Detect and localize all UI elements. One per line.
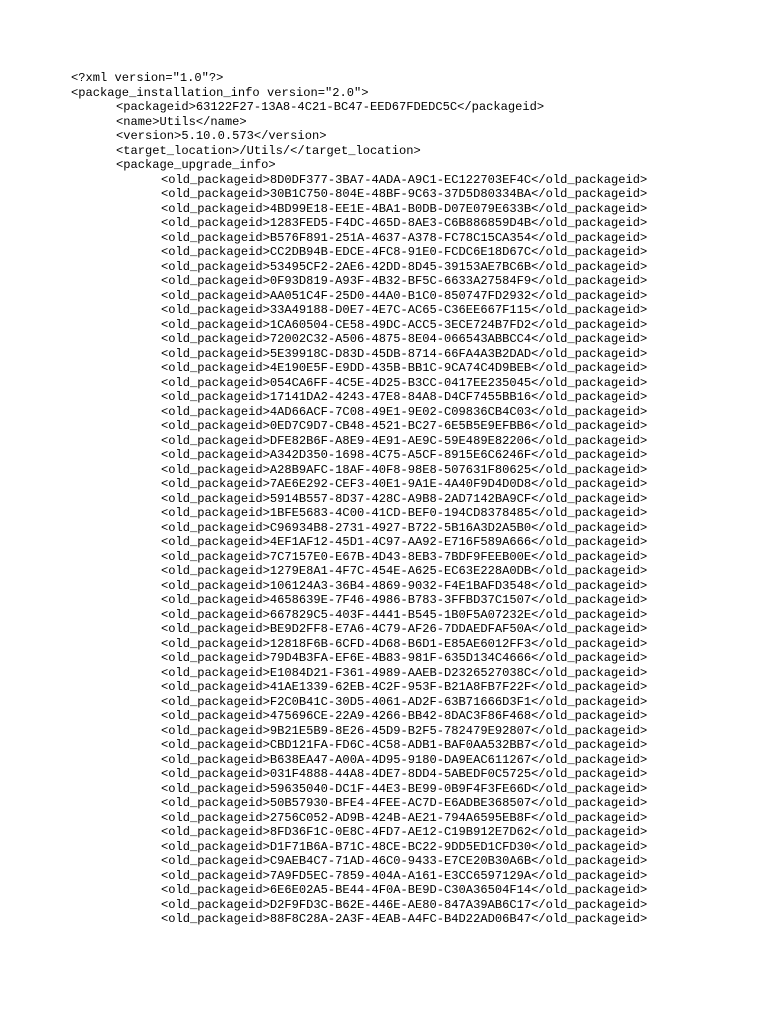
old-packageid-line: <old_packageid>53495CF2-2AE6-42DD-8D45-39153AE7BC6B</old_packageid>: [161, 259, 648, 274]
packageid-line: <packageid>63122F27-13A8-4C21-BC47-EED67FDEDC5C</packageid>: [116, 100, 545, 114]
xml-document: [71, 71, 768, 1024]
old-packageid-line: <old_packageid>C96934B8-2731-4927-B722-5B16A3D2A5B0</old_packageid>: [161, 520, 648, 535]
old-packageid-line: <old_packageid>4E190E5F-E9DD-435B-BB1C-9CA74C4D9BEB</old_packageid>: [161, 361, 648, 375]
old-packageid-line: <old_packageid>33A49188-D0E7-4E7C-AC65-C36EE667F115</old_packageid>: [161, 303, 648, 317]
old-packageid-line: <old_packageid>031F4888-44A8-4DE7-8DD4-5ABEDF0C5725</old_packageid>: [161, 767, 648, 781]
old-packageid-line: <old_packageid>5E39918C-D83D-45DB-8714-66FA4A3B2DAD</old_packageid>: [161, 346, 648, 361]
old-packageid-line: <old_packageid>667829C5-403F-4441-B545-1B0F5A07232E</old_packageid>: [161, 607, 648, 622]
old-packageid-line: <old_packageid>475696CE-22A9-4266-BB42-8DAC3F86F468</old_packageid>: [161, 709, 648, 723]
old-packageid-line: <old_packageid>CBD121FA-FD6C-4C58-ADB1-BAF0AA532BB7</old_packageid>: [161, 738, 648, 752]
old-packageid-line: <old_packageid>B576F891-251A-4637-A378-FC78C15CA354</old_packageid>: [161, 230, 648, 245]
old-packageid-line: <old_packageid>054CA6FF-4C5E-4D25-B3CC-0417EE235045</old_packageid>: [161, 375, 648, 390]
old-packageid-line: <old_packageid>B638EA47-A00A-4D95-9180-DA9EAC611267</old_packageid>: [161, 752, 648, 767]
old-packageid-line: <old_packageid>4EF1AF12-45D1-4C97-AA92-E716F589A666</old_packageid>: [161, 535, 648, 549]
old-packageid-line: <old_packageid>1CA60504-CE58-49DC-ACC5-3ECE724B7FD2</old_packageid>: [161, 317, 648, 332]
old-packageid-line: <old_packageid>0F93D819-A93F-4B32-BF5C-6633A27584F9</old_packageid>: [161, 274, 648, 288]
old-packageid-line: <old_packageid>4658639E-7F46-4986-B783-3FFBD37C1507</old_packageid>: [161, 593, 648, 607]
old-packageid-line: <old_packageid>4BD99E18-EE1E-4BA1-B0DB-D07E079E633B</old_packageid>: [161, 201, 648, 216]
old-packageid-line: <old_packageid>E1084D21-F361-4989-AAEB-D2326527038C</old_packageid>: [161, 665, 648, 680]
old-packageid-line: <old_packageid>D1F71B6A-B71C-48CE-BC22-9DD5ED1CFD30</old_packageid>: [161, 839, 648, 854]
old-packageid-line: <old_packageid>8D0DF377-3BA7-4ADA-A9C1-EC122703EF4C</old_packageid>: [161, 172, 648, 187]
old-packageid-line: <old_packageid>1BFE5683-4C00-41CD-BEF0-194CD8378485</old_packageid>: [161, 506, 648, 520]
upgrade-info-open-tag: <package_upgrade_info>: [116, 158, 276, 172]
old-packageid-line: <old_packageid>D2F9FD3C-B62E-446E-AE80-847A39AB6C17</old_packageid>: [161, 897, 648, 912]
old-packageid-line: <old_packageid>59635040-DC1F-44E3-BE99-0B9F4F3FE66D</old_packageid>: [161, 781, 648, 796]
old-packageid-line: <old_packageid>72002C32-A506-4875-8E04-066543ABBCC4</old_packageid>: [161, 332, 648, 346]
old-packageid-line: <old_packageid>50B57930-BFE4-4FEE-AC7D-E6ADBE368507</old_packageid>: [161, 796, 648, 810]
old-packageid-line: <old_packageid>88F8C28A-2A3F-4EAB-A4FC-B4D22AD06B47</old_packageid>: [161, 912, 648, 926]
old-packageid-line: <old_packageid>30B1C750-804E-48BF-9C63-37D5D80334BA</old_packageid>: [161, 187, 648, 201]
root-open-tag: <package_installation_info version="2.0">: [71, 85, 369, 100]
old-packageid-line: <old_packageid>17141DA2-4243-47E8-84A8-D4CF7455BB16</old_packageid>: [161, 390, 648, 404]
old-packageid-line: <old_packageid>8FD36F1C-0E8C-4FD7-AE12-C19B912E7D62</old_packageid>: [161, 825, 648, 839]
old-packageid-line: <old_packageid>6E6E02A5-BE44-4F0A-BE9D-C30A36504F14</old_packageid>: [161, 883, 648, 897]
old-packageid-line: <old_packageid>79D4B3FA-EF6E-4B83-981F-635D134C4666</old_packageid>: [161, 651, 648, 665]
old-packageid-line: <old_packageid>12818F6B-6CFD-4D68-B6D1-E85AE6012FF3</old_packageid>: [161, 636, 648, 651]
old-packageid-line: <old_packageid>1279E8A1-4F7C-454E-A625-EC63E228A0DB</old_packageid>: [161, 564, 648, 578]
old-packageid-list: [71, 173, 768, 927]
old-packageid-line: <old_packageid>C9AEB4C7-71AD-46C0-9433-E7CE20B30A6B</old_packageid>: [161, 854, 648, 868]
old-packageid-line: <old_packageid>1283FED5-F4DC-465D-8AE3-C6B886859D4B</old_packageid>: [161, 216, 648, 230]
old-packageid-line: <old_packageid>7A9FD5EC-7859-404A-A161-E3CC6597129A</old_packageid>: [161, 868, 648, 883]
old-packageid-line: <old_packageid>41AE1339-62EB-4C2F-953F-B21A8FB7F22F</old_packageid>: [161, 680, 648, 694]
name-line: <name>Utils</name>: [116, 114, 247, 129]
old-packageid-line: <old_packageid>2756C052-AD9B-424B-AE21-794A6595EB8F</old_packageid>: [161, 810, 648, 825]
old-packageid-line: <old_packageid>7C7157E0-E67B-4D43-8EB3-7BDF9FEEB00E</old_packageid>: [161, 549, 648, 564]
old-packageid-line: <old_packageid>DFE82B6F-A8E9-4E91-AE9C-59E489E82206</old_packageid>: [161, 433, 648, 448]
old-packageid-line: <old_packageid>CC2DB94B-EDCE-4FC8-91E0-FCDC6E18D67C</old_packageid>: [161, 245, 648, 259]
version-line: <version>5.10.0.573</version>: [116, 129, 327, 143]
old-packageid-line: <old_packageid>BE9D2FF8-E7A6-4C79-AF26-7DDAEDFAF50A</old_packageid>: [161, 622, 648, 636]
old-packageid-line: <old_packageid>A342D350-1698-4C75-A5CF-8915E6C6246F</old_packageid>: [161, 448, 648, 462]
old-packageid-line: <old_packageid>A28B9AFC-18AF-40F8-98E8-507631F80625</old_packageid>: [161, 462, 648, 477]
old-packageid-line: <old_packageid>106124A3-36B4-4869-9032-F4E1BAFD3548</old_packageid>: [161, 578, 648, 593]
target-location-line: <target_location>/Utils/</target_location>: [116, 143, 421, 158]
old-packageid-line: <old_packageid>5914B557-8D37-428C-A9B8-2AD7142BA9CF</old_packageid>: [161, 491, 648, 506]
old-packageid-line: <old_packageid>7AE6E292-CEF3-40E1-9A1E-4A40F9D4D0D8</old_packageid>: [161, 477, 648, 491]
old-packageid-line: <old_packageid>0ED7C9D7-CB48-4521-BC27-6E5B5E9EFBB6</old_packageid>: [161, 419, 648, 433]
old-packageid-line: <old_packageid>4AD66ACF-7C08-49E1-9E02-C09836CB4C03</old_packageid>: [161, 404, 648, 419]
xml-declaration: <?xml version="1.0"?>: [71, 71, 224, 85]
old-packageid-line: <old_packageid>9B21E5B9-8E26-45D9-B2F5-782479E92807</old_packageid>: [161, 723, 648, 738]
old-packageid-line: <old_packageid>F2C0B41C-30D5-4061-AD2F-63B71666D3F1</old_packageid>: [161, 694, 648, 709]
old-packageid-line: <old_packageid>AA051C4F-25D0-44A0-B1C0-850747FD2932</old_packageid>: [161, 288, 648, 303]
